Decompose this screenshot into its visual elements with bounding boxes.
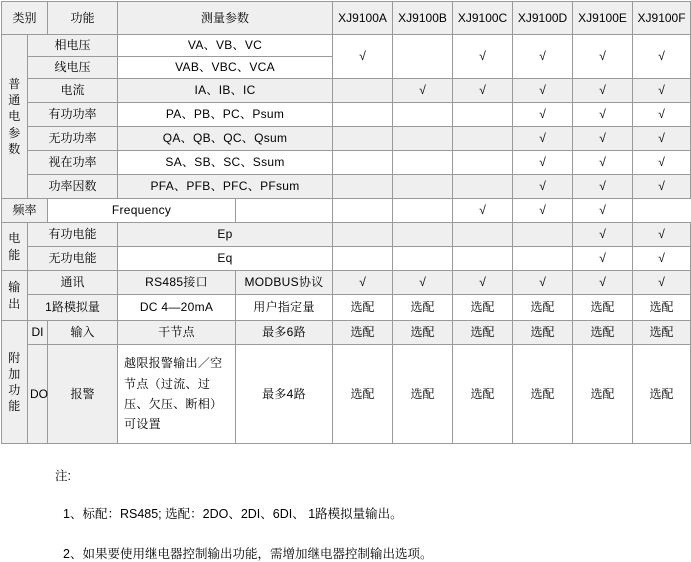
row-function-reactive-energy: 无功电能 [28, 247, 118, 271]
cell-a-di: 选配 [333, 321, 393, 345]
cell-c-apparent-power [453, 151, 513, 175]
cell-a-active-power [333, 103, 393, 127]
cell-b-frequency [333, 199, 393, 223]
cell-a-reactive-energy [333, 247, 393, 271]
cell-d-di: 选配 [513, 321, 573, 345]
cell-a-current [333, 79, 393, 103]
row-params-line-voltage: VAB、VBC、VCA [118, 57, 333, 79]
cell-e-communication: √ [573, 271, 633, 295]
header-cell-xj9100f: XJ9100F [633, 2, 691, 35]
row-params-communication: RS485接口 [118, 271, 236, 295]
cell-d-reactive-power: √ [513, 127, 573, 151]
header-cell-xj9100c: XJ9100C [453, 2, 513, 35]
table-row [2, 175, 691, 199]
cell-a-active-energy [333, 223, 393, 247]
row-function-apparent-power: 视在功率 [28, 151, 118, 175]
row-params-communication-protocol: MODBUS协议 [236, 271, 333, 295]
table-row [2, 247, 691, 271]
header-cell-xj9100a: XJ9100A [333, 2, 393, 35]
cell-f-apparent-power: √ [633, 151, 691, 175]
note-item-2: 2、如果要使用继电器控制输出功能，需增加继电器控制输出选项。 [63, 547, 433, 561]
cell-a-frequency [236, 199, 333, 223]
cell-b-apparent-power [393, 151, 453, 175]
cell-e-active-power: √ [573, 103, 633, 127]
cell-d-active-power: √ [513, 103, 573, 127]
cell-e-power-factor: √ [573, 175, 633, 199]
cell-d-power-factor: √ [513, 175, 573, 199]
cell-c-frequency [393, 199, 453, 223]
cell-d-communication: √ [513, 271, 573, 295]
note-item-1: 1、标配：RS485; 选配：2DO、2DI、6DI、 1路模拟量输出。 [63, 507, 403, 521]
row-params-apparent-power: SA、SB、SC、Ssum [118, 151, 333, 175]
table-row [2, 103, 691, 127]
cell-d-reactive-energy [513, 247, 573, 271]
cell-f-phase-voltage: √ [633, 35, 691, 79]
cell-b-phase-voltage [393, 35, 453, 79]
cell-c-active-power [453, 103, 513, 127]
cell-e-analog-output: 选配 [573, 295, 633, 321]
row-function-phase-voltage: 相电压 [28, 35, 118, 57]
cell-e-reactive-energy: √ [573, 247, 633, 271]
cell-c-reactive-energy [453, 247, 513, 271]
header-cell-function: 功能 [48, 2, 118, 35]
cell-c-di: 选配 [453, 321, 513, 345]
row-params-power-factor: PFA、PFB、PFC、PFsum [118, 175, 333, 199]
cell-b-di: 选配 [393, 321, 453, 345]
row-params-analog-output: DC 4—20mA [118, 295, 236, 321]
specification-table [1, 1, 691, 444]
cell-c-do: 选配 [453, 345, 513, 444]
row-params-current: IA、IB、IC [118, 79, 333, 103]
row-params-phase-voltage: VA、VB、VC [118, 35, 333, 57]
cell-f-reactive-power: √ [633, 127, 691, 151]
cell-b-active-power [393, 103, 453, 127]
cell-f-current: √ [633, 79, 691, 103]
cell-b-current: √ [393, 79, 453, 103]
cell-c-reactive-power [453, 127, 513, 151]
cell-b-analog-output: 选配 [393, 295, 453, 321]
row-params-do-max-channels: 最多4路 [236, 345, 333, 444]
table-row [2, 223, 691, 247]
table-row [2, 127, 691, 151]
cell-e-active-energy: √ [573, 223, 633, 247]
row-function-analog-output: 1路模拟量 [28, 295, 118, 321]
cell-e-di: 选配 [573, 321, 633, 345]
table-row [2, 271, 691, 295]
cell-d-apparent-power: √ [513, 151, 573, 175]
row-function-current: 电流 [28, 79, 118, 103]
row-params-di-max-channels: 最多6路 [236, 321, 333, 345]
table-row [2, 295, 691, 321]
cell-f-power-factor: √ [633, 175, 691, 199]
cell-d-active-energy [513, 223, 573, 247]
row-io-do: DO [28, 345, 48, 444]
header-cell-category: 类别 [2, 2, 48, 35]
row-params-analog-user-specified: 用户指定量 [236, 295, 333, 321]
group-label-energy: 电 能 [2, 223, 28, 271]
group-label-common-params: 普 通 电 参 数 [2, 35, 28, 199]
cell-b-power-factor [393, 175, 453, 199]
cell-a-analog-output: 选配 [333, 295, 393, 321]
row-function-power-factor: 功率因数 [28, 175, 118, 199]
row-function-di-input: 输入 [48, 321, 118, 345]
cell-d-frequency: √ [453, 199, 513, 223]
cell-b-reactive-energy [393, 247, 453, 271]
cell-a-do: 选配 [333, 345, 393, 444]
cell-b-reactive-power [393, 127, 453, 151]
table-header-row [2, 2, 691, 35]
table-row [2, 151, 691, 175]
cell-a-reactive-power [333, 127, 393, 151]
cell-c-active-energy [453, 223, 513, 247]
cell-c-analog-output: 选配 [453, 295, 513, 321]
cell-f-reactive-energy: √ [633, 247, 691, 271]
row-function-active-energy: 有功电能 [28, 223, 118, 247]
row-params-reactive-energy: Eq [118, 247, 333, 271]
cell-c-current: √ [453, 79, 513, 103]
row-params-dry-contact: 干节点 [118, 321, 236, 345]
table-row [2, 35, 691, 57]
row-function-communication: 通讯 [28, 271, 118, 295]
row-function-reactive-power: 无功功率 [28, 127, 118, 151]
header-cell-xj9100b: XJ9100B [393, 2, 453, 35]
row-function-do-alarm: 报警 [48, 345, 118, 444]
cell-f-active-energy: √ [633, 223, 691, 247]
cell-c-phase-voltage: √ [453, 35, 513, 79]
cell-d-phase-voltage: √ [513, 35, 573, 79]
header-cell-xj9100e: XJ9100E [573, 2, 633, 35]
notes-title: 注: [55, 469, 71, 483]
cell-f-analog-output: 选配 [633, 295, 691, 321]
header-cell-parameters: 测量参数 [118, 2, 333, 35]
cell-f-di: 选配 [633, 321, 691, 345]
row-params-active-power: PA、PB、PC、Psum [118, 103, 333, 127]
cell-a-communication: √ [333, 271, 393, 295]
group-label-output: 输 出 [2, 271, 28, 321]
cell-e-apparent-power: √ [573, 151, 633, 175]
cell-f-frequency: √ [573, 199, 633, 223]
cell-d-analog-output: 选配 [513, 295, 573, 321]
header-cell-xj9100d: XJ9100D [513, 2, 573, 35]
row-params-alarm-output: 越限报警输出／空节点（过流、过压、欠压、断相）可设置 [118, 345, 236, 444]
row-function-frequency: 频率 [2, 199, 48, 223]
row-params-reactive-power: QA、QB、QC、Qsum [118, 127, 333, 151]
cell-b-active-energy [393, 223, 453, 247]
spec-sheet-page [0, 1, 691, 561]
cell-e-reactive-power: √ [573, 127, 633, 151]
cell-d-do: 选配 [513, 345, 573, 444]
cell-c-communication: √ [453, 271, 513, 295]
cell-a-power-factor [333, 175, 393, 199]
notes-section [0, 466, 691, 562]
cell-d-current: √ [513, 79, 573, 103]
cell-f-communication: √ [633, 271, 691, 295]
cell-e-frequency: √ [513, 199, 573, 223]
cell-c-power-factor [453, 175, 513, 199]
row-io-di: DI [28, 321, 48, 345]
cell-a-phase-voltage: √ [333, 35, 393, 79]
cell-b-communication: √ [393, 271, 453, 295]
row-function-line-voltage: 线电压 [28, 57, 118, 79]
cell-e-do: 选配 [573, 345, 633, 444]
row-params-active-energy: Ep [118, 223, 333, 247]
cell-e-phase-voltage: √ [573, 35, 633, 79]
cell-f-do: 选配 [633, 345, 691, 444]
cell-e-current: √ [573, 79, 633, 103]
row-function-active-power: 有功功率 [28, 103, 118, 127]
group-label-additional-functions: 附 加 功 能 [2, 321, 28, 444]
table-row [2, 199, 691, 223]
cell-f-active-power: √ [633, 103, 691, 127]
row-params-frequency: Frequency [48, 199, 236, 223]
table-row [2, 345, 691, 444]
table-row [2, 79, 691, 103]
table-row [2, 321, 691, 345]
cell-b-do: 选配 [393, 345, 453, 444]
cell-a-apparent-power [333, 151, 393, 175]
